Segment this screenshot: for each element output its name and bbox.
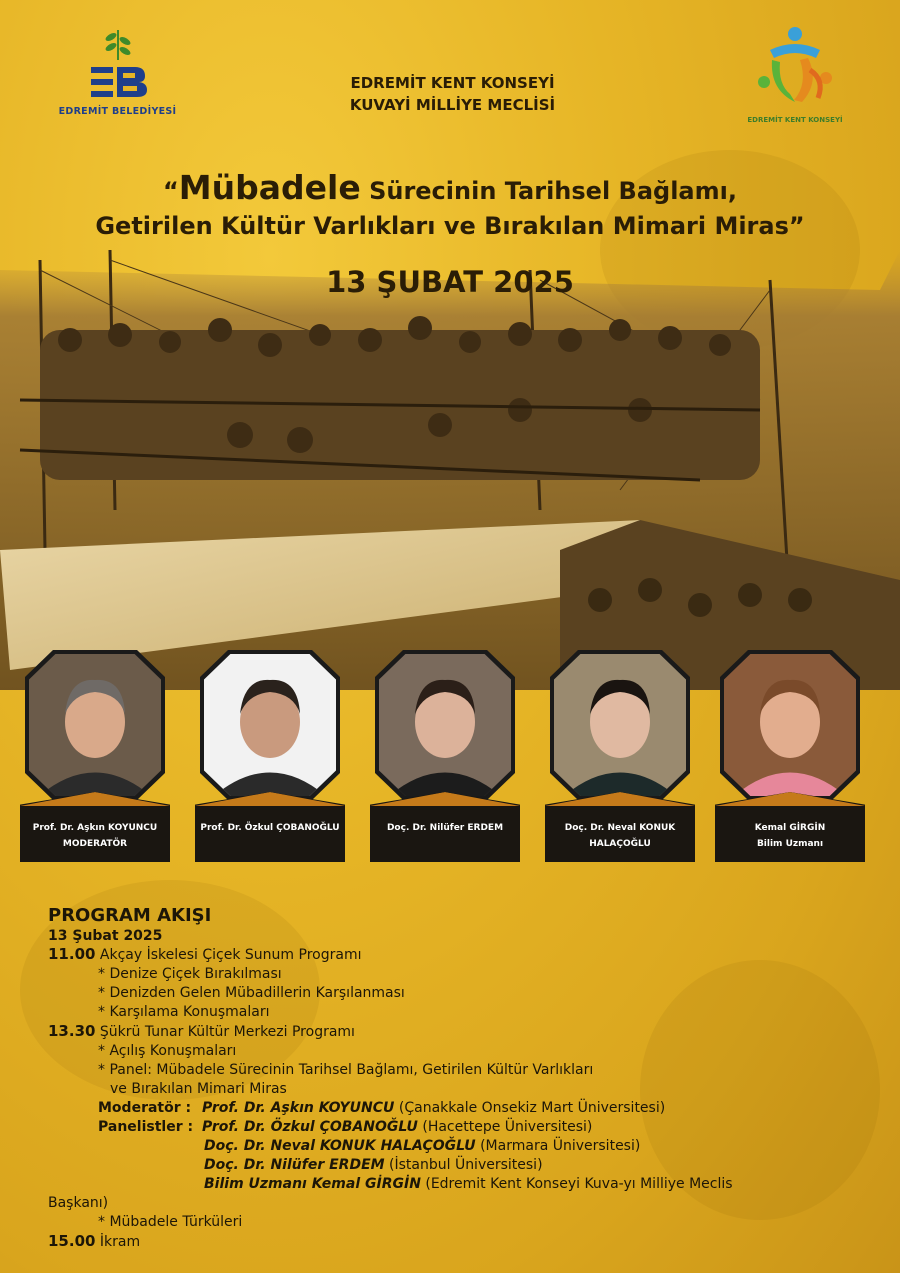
session-title: Şükrü Tunar Kültür Merkezi Programı <box>99 1024 355 1040</box>
program-heading: PROGRAM AKIŞI <box>48 905 212 926</box>
panelist-name: Bilim Uzmanı Kemal GİRGİN <box>204 1176 421 1192</box>
speaker-name-line-1: Prof. Dr. Aşkın KOYUNCU <box>32 823 158 833</box>
session-row <box>48 945 868 965</box>
people-circle-icon <box>750 20 840 110</box>
historical-ship-photo <box>0 250 900 690</box>
session-item: * Denizden Gelen Mübadillerin Karşılanması <box>98 985 405 1001</box>
panelist-name: Doç. Dr. Nilüfer ERDEM <box>204 1157 385 1173</box>
session-item: * Mübadele Türküleri <box>98 1214 243 1230</box>
title-highlight: Mübadele <box>178 168 361 207</box>
speaker-card <box>715 650 865 870</box>
olive-branch-icon <box>83 25 153 103</box>
speaker-name <box>719 820 861 852</box>
title-line-2: Getirilen Kültür Varlıkları ve Bırakılan Mimari Miras” <box>95 212 805 240</box>
speaker-card <box>195 650 345 870</box>
organizer-title <box>280 72 625 116</box>
edremit-municipality-logo <box>55 25 180 125</box>
session-row <box>48 1232 868 1252</box>
moderator-row <box>48 1099 868 1118</box>
session-time: 11.00 <box>48 945 96 963</box>
session-item: * Açılış Konuşmaları <box>98 1043 237 1059</box>
speaker-name-line-1: Doç. Dr. Neval KONUK <box>564 823 676 833</box>
speaker-name <box>549 820 691 852</box>
session-item: * Karşılama Konuşmaları <box>98 1004 270 1020</box>
speaker-name-line-2: Bilim Uzmanı <box>756 839 824 849</box>
session-title: İkram <box>99 1234 141 1250</box>
speaker-photo <box>554 654 686 796</box>
panelist-institution-continued: Başkanı) <box>48 1195 109 1211</box>
speaker-name-line-2: HALAÇOĞLU <box>589 839 651 849</box>
panelist-institution: (Edremit Kent Konseyi Kuva-yı Milliye Meclis <box>425 1176 733 1192</box>
panelist-institution: (Marmara Üniversitesi) <box>480 1138 641 1154</box>
event-title <box>20 170 880 243</box>
speaker-name-line-1: Kemal GİRGİN <box>754 823 826 833</box>
session-item: * Denize Çiçek Bırakılması <box>98 966 282 982</box>
speaker-photo-frame <box>720 650 860 800</box>
panelists-label: Panelistler : <box>98 1119 194 1135</box>
speaker-photo <box>29 654 161 796</box>
panelist-row <box>48 1137 868 1156</box>
speaker-name <box>24 820 166 852</box>
title-open-quote: “ <box>163 177 179 205</box>
moderator-label: Moderatör : <box>98 1100 192 1116</box>
session-row <box>48 1022 868 1042</box>
speaker-name-line-1: Doç. Dr. Nilüfer ERDEM <box>386 823 504 833</box>
speaker-card <box>545 650 695 870</box>
left-logo-caption: EDREMİT BELEDİYESİ <box>58 106 177 117</box>
speaker-name-line-1: Prof. Dr. Özkul ÇOBANOĞLU <box>200 823 340 833</box>
speaker-card <box>370 650 520 870</box>
speaker-photo-frame <box>25 650 165 800</box>
panelist-institution: (İstanbul Üniversitesi) <box>389 1157 543 1173</box>
speaker-photo <box>724 654 856 796</box>
session-time: 13.30 <box>48 1022 96 1040</box>
title-line-1: Sürecinin Tarihsel Bağlamı, <box>360 177 737 205</box>
session-item: * Panel: Mübadele Sürecinin Tarihsel Bağlamı, Getirilen Kültür Varlıkları <box>98 1062 594 1078</box>
session-item-continued: ve Bırakılan Mimari Miras <box>110 1081 287 1097</box>
panelist-row <box>48 1156 868 1175</box>
kent-konseyi-logo <box>740 20 850 130</box>
speaker-name <box>374 820 516 836</box>
moderator-name: Prof. Dr. Aşkın KOYUNCU <box>202 1100 395 1116</box>
speaker-photo <box>379 654 511 796</box>
speaker-photo-frame <box>200 650 340 800</box>
organizer-line-2: KUVAYİ MİLLİYE MECLİSİ <box>349 96 556 114</box>
program-schedule <box>48 905 868 1252</box>
panelist-row <box>48 1175 868 1194</box>
session-title: Akçay İskelesi Çiçek Sunum Programı <box>99 947 362 963</box>
panelist-institution: (Hacettepe Üniversitesi) <box>422 1119 593 1135</box>
speaker-photo-frame <box>375 650 515 800</box>
speaker-name-line-2: MODERATÖR <box>62 839 128 849</box>
panelist-name: Prof. Dr. Özkul ÇOBANOĞLU <box>202 1119 418 1135</box>
right-logo-caption: EDREMİT KENT KONSEYİ <box>747 116 843 124</box>
program-date: 13 Şubat 2025 <box>48 928 163 944</box>
panelist-name: Doç. Dr. Neval KONUK HALAÇOĞLU <box>204 1138 476 1154</box>
speaker-photo <box>204 654 336 796</box>
event-date: 13 ŞUBAT 2025 <box>326 265 574 299</box>
speaker-card <box>20 650 170 870</box>
session-time: 15.00 <box>48 1232 96 1250</box>
organizer-line-1: EDREMİT KENT KONSEYİ <box>350 74 555 92</box>
speaker-photo-frame <box>550 650 690 800</box>
panelist-row <box>48 1118 868 1137</box>
moderator-institution: (Çanakkale Onsekiz Mart Üniversitesi) <box>398 1100 666 1116</box>
speaker-name <box>199 820 341 836</box>
